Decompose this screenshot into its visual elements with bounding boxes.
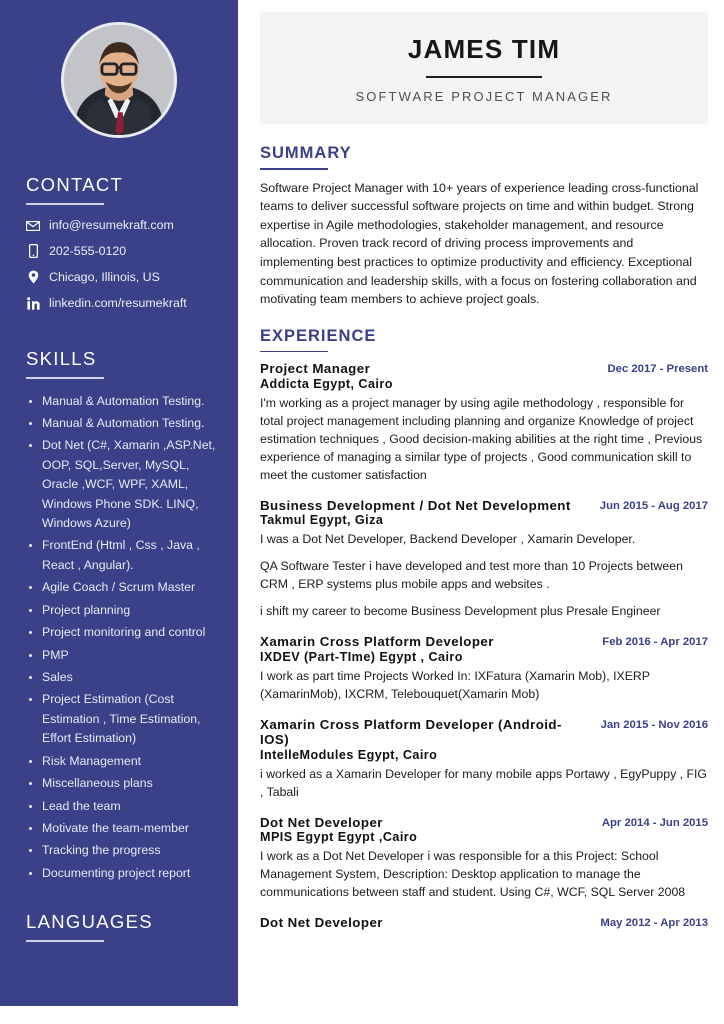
contact-linkedin-text: linkedin.com/resumekraft	[49, 295, 187, 310]
list-item: PMP	[26, 646, 216, 665]
list-item: Project monitoring and control	[26, 623, 216, 642]
list-item: FrontEnd (Html , Css , Java , React , Angular).	[26, 536, 216, 575]
experience-entry-head	[260, 634, 708, 650]
experience-date: Feb 2016 - Apr 2017	[602, 636, 708, 649]
experience-description: QA Software Tester i have developed and test more than 10 Projects between CRM , ERP systems plus mobile apps and websites .	[260, 559, 683, 592]
list-item: Tracking the progress	[26, 841, 216, 860]
contact-heading: CONTACT	[26, 174, 124, 195]
contact-item-linkedin[interactable]	[26, 296, 216, 312]
skills-list	[26, 392, 216, 884]
list-item: Lead the team	[26, 797, 216, 816]
skills-section	[0, 348, 238, 884]
experience-entry	[260, 634, 708, 704]
summary-heading-rule	[260, 168, 328, 170]
contact-item-email[interactable]	[26, 218, 216, 234]
mobile-phone-icon	[26, 244, 40, 259]
experience-description: I was a Dot Net Developer, Backend Developer , Xamarin Developer.	[260, 532, 636, 547]
contact-list	[26, 218, 216, 312]
experience-org: MPIS Egypt Egypt ,Cairo	[260, 830, 418, 845]
experience-description: I'm working as a project manager by using agile methodology , responsible for total project management including planning and organize Knowledge of project estimation techniques , Good decision-making abilities at the right time , Previous experience of managing a similar type of projects , Good communication skill to meet the customer satisfaction	[260, 395, 703, 482]
experience-description: i worked as a Xamarin Developer for many mobile apps Portawy , EgyPuppy , FIG , Tabali	[260, 766, 707, 799]
experience-entry	[260, 498, 708, 621]
experience-entry-head	[260, 498, 708, 514]
experience-entry-head	[260, 915, 708, 931]
experience-title: Xamarin Cross Platform Developer	[260, 634, 494, 650]
list-item: Agile Coach / Scrum Master	[26, 578, 216, 597]
experience-title: Xamarin Cross Platform Developer (Android-IOS)	[260, 716, 562, 748]
contact-item-location[interactable]	[26, 270, 216, 286]
sidebar	[0, 0, 238, 1006]
contact-phone-text: 202-555-0120	[49, 243, 127, 258]
list-item: Risk Management	[26, 752, 216, 771]
languages-heading: LANGUAGES	[26, 911, 153, 933]
experience-heading-rule	[260, 351, 328, 353]
contact-email-text: info@resumekraft.com	[49, 218, 174, 232]
experience-description: i shift my career to become Business Development plus Presale Engineer	[260, 604, 661, 619]
list-item: Manual & Automation Testing.	[26, 392, 216, 411]
contact-item-phone[interactable]	[26, 244, 216, 260]
experience-heading: EXPERIENCE	[260, 326, 377, 345]
summary-heading: SUMMARY	[260, 144, 352, 162]
list-item: Project Estimation (Cost Estimation , Time Estimation, Effort Estimation)	[26, 690, 216, 748]
main-content	[238, 0, 724, 1006]
experience-date: Jun 2015 - Aug 2017	[599, 499, 708, 512]
list-item: Motivate the team-member	[26, 819, 216, 838]
experience-org: Takmul Egypt, Giza	[260, 513, 384, 528]
summary-section	[260, 144, 708, 309]
languages-section	[0, 911, 238, 942]
list-item: Dot Net (C#, Xamarin ,ASP.Net, OOP, SQL,Server, MySQL, Oracle ,WCF, WPF, XAML, Windows Phone SDK. LINQ, Windows Azure)	[26, 436, 216, 533]
experience-entry-head	[260, 361, 708, 377]
list-item: Documenting project report	[26, 864, 216, 883]
skills-heading: SKILLS	[26, 347, 97, 369]
list-item: Sales	[26, 668, 216, 687]
experience-title: Project Manager	[260, 361, 371, 377]
experience-date: Dec 2017 - Present	[607, 363, 708, 376]
experience-date: May 2012 - Apr 2013	[600, 917, 708, 930]
experience-description: I work as part time Projects Worked In: IXFatura (Xamarin Mob), IXERP (XamarinMob), IXCRM, Telebouquet(Xamarin Mob)	[260, 668, 650, 701]
summary-text: Software Project Manager with 10+ years of experience leading cross-functional teams to deliver successful software projects on time and within budget. Strong expertise in Agile methodologies, stakeholder management, and resource allocation. Proven track record of driving process improvements and implementing best practices to optimize productivity and efficiency. Exceptional communication and leadership skills, with a focus on fostering collaboration and motivating team members to achieve project goals.	[260, 180, 699, 307]
list-item: Project planning	[26, 601, 216, 620]
experience-org: IntelleModules Egypt, Cairo	[260, 747, 438, 762]
contact-section	[0, 174, 238, 312]
location-pin-icon	[26, 270, 40, 285]
experience-title: Business Development / Dot Net Development	[260, 497, 571, 513]
experience-entry-head	[260, 717, 708, 748]
envelope-icon	[26, 218, 40, 233]
avatar-container	[0, 0, 238, 138]
languages-heading-rule	[26, 940, 104, 942]
name-divider	[426, 76, 542, 78]
experience-entry	[260, 915, 708, 931]
experience-entry	[260, 717, 708, 802]
experience-org: Addicta Egypt, Cairo	[260, 376, 393, 391]
experience-description: I work as a Dot Net Developer i was responsible for a this Project: School Management System, Description: Desktop application to manage the communications between staff and student. Using C#, WCF, SQL Server 2008	[260, 849, 686, 900]
experience-section	[260, 327, 708, 931]
name-header	[260, 12, 708, 124]
experience-org: IXDEV (Part-TIme) Egypt , Cairo	[260, 649, 463, 664]
experience-title: Dot Net Developer	[260, 814, 383, 830]
avatar	[61, 22, 177, 138]
experience-entry	[260, 361, 708, 484]
contact-heading-rule	[26, 203, 104, 205]
experience-date: Apr 2014 - Jun 2015	[601, 816, 708, 829]
page-title: JAMES TIM	[407, 34, 561, 64]
list-item: Manual & Automation Testing.	[26, 414, 216, 433]
linkedin-icon	[26, 296, 40, 311]
contact-location-text: Chicago, Illinois, US	[49, 269, 160, 284]
experience-date: Jan 2015 - Nov 2016	[600, 718, 708, 731]
experience-entry-head	[260, 815, 708, 831]
experience-entry	[260, 815, 708, 903]
skills-heading-rule	[26, 377, 104, 379]
job-role-subtitle: SOFTWARE PROJECT MANAGER	[355, 89, 613, 104]
list-item: Miscellaneous plans	[26, 774, 216, 793]
experience-title: Dot Net Developer	[260, 915, 383, 931]
